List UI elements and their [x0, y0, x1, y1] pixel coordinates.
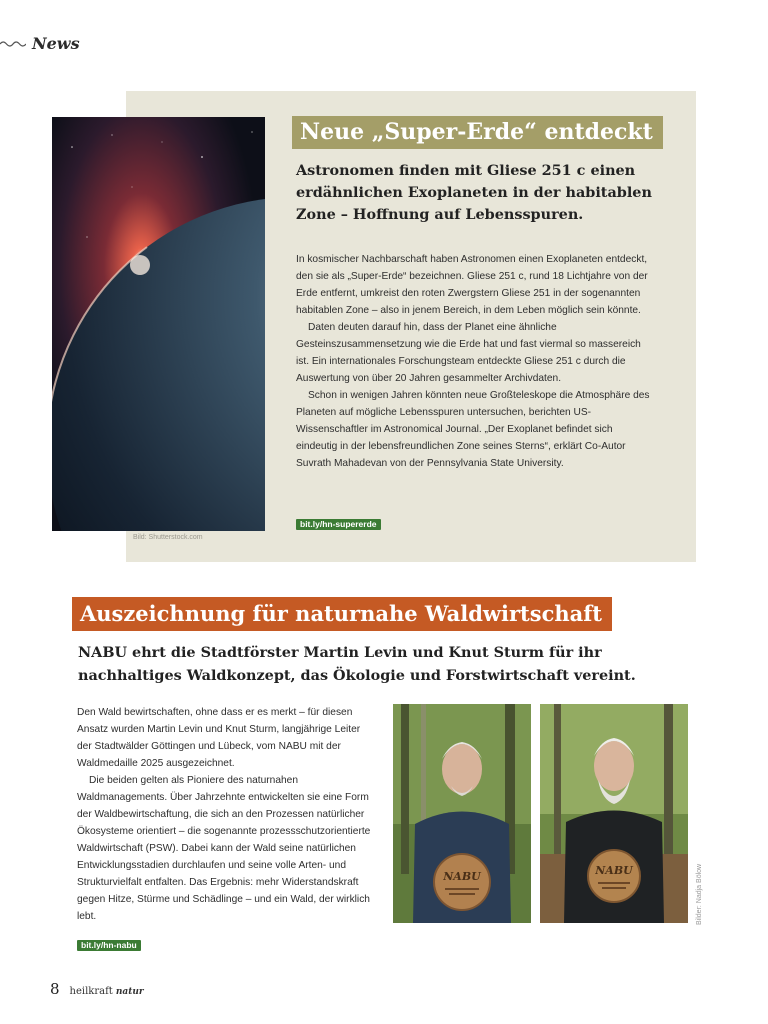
article-headline: Auszeichnung für naturnahe Waldwirtschaft: [72, 597, 612, 631]
brand-accent: natur: [115, 987, 144, 997]
article-lead: NABU ehrt die Stadtförster Martin Levin und Knut Sturm für ihr nachhaltiges Waldkonzept, das Ökologie und Forstwirtschaft vereint.: [78, 644, 636, 684]
article-headline: Neue „Super-Erde“ entdeckt: [292, 116, 663, 149]
article-paragraph: Den Wald bewirtschaften, ohne dass er es merkt – für diesen Ansatz wurden Martin Levin und Knut Sturm, langjährige Leiter der Stadtwälder Göttingen und Lübeck, vom NABU mit der Waldmedaille 2025 ausgezeichnet.: [77, 707, 361, 769]
article-paragraph: Schon in wenigen Jahren könnten neue Großteleskope die Atmosphäre des Planeten auf mögliche Lebensspuren untersuchen, berichten US-Wissenschaftler im Astronomical Journal. „Der Exoplanet befindet sich eindeutig in der lebensfreundlichen Zone seines Sterns“, erklärt Co-Autor Suvrath Mahadevan von der Pennsylvania State University.: [296, 390, 650, 469]
wave-icon: [0, 38, 26, 48]
article-lead: Astronomen finden mit Gliese 251 c einen erdähnlichen Exoplaneten in der habitablen Zone – Hoffnung auf Lebensspuren.: [296, 162, 652, 223]
article-link[interactable]: bit.ly/hn-nabu: [77, 940, 141, 951]
article-link[interactable]: bit.ly/hn-supererde: [296, 519, 381, 530]
article-body: [296, 251, 652, 472]
photo-credit: Bild: Shutterstock.com: [133, 534, 203, 541]
article-body: [77, 704, 377, 925]
article-paragraph: In kosmischer Nachbarschaft haben Astronomen einen Exoplaneten entdeckt, den sie als „Super-Erde“ bezeichnen. Gliese 251 c, rund 18 Lichtjahre von der Erde entfernt, umkreist den roten Zwergstern Gliese 251 in der sogenannten habitablen Zone – also in jenem Bereich, in dem Leben möglich sein könnte.: [296, 254, 648, 316]
section-label: [0, 30, 80, 56]
page-number: 8: [50, 980, 60, 998]
photo-credit: Bilder: Nadja Bölow: [696, 863, 703, 925]
forester-photo: [540, 704, 688, 923]
planet-photo: [52, 117, 265, 531]
section-label-text: News: [32, 33, 80, 53]
plaque-text: NABU: [595, 864, 633, 877]
article-paragraph: Daten deuten darauf hin, dass der Planet eine ähnliche Gesteinszusammensetzung wie die Erde hat und fast viermal so massereich ist. Ein internationales Forschungsteam entdeckte Gliese 251 c durch die Auswertung von über 20 Jahren gesammelter Archivdaten.: [296, 322, 641, 384]
plaque-text: NABU: [443, 870, 481, 883]
article-paragraph: Die beiden gelten als Pioniere des naturnahen Waldmanagements. Über Jahrzehnte entwickelten sie eine Form der Waldbewirtschaftung, die sich an den Prozessen natürlicher Ökosysteme orientiert – die sogenannte prozessschutzorientierte Waldwirtschaft (PSW). Dabei kann der Wald seine natürlichen Entwicklungsstadien durchlaufen und seine volle Arten- und Strukturvielfalt entfalten. Das Ergebnis: mehr Widerstandskraft gegen Hitze, Stürme und Schädlinge – und ein Wald, der wirklich lebt.: [77, 775, 371, 922]
brand-name: heilkraft: [69, 986, 113, 997]
forester-photo: [393, 704, 531, 923]
page-footer: [50, 980, 144, 1002]
